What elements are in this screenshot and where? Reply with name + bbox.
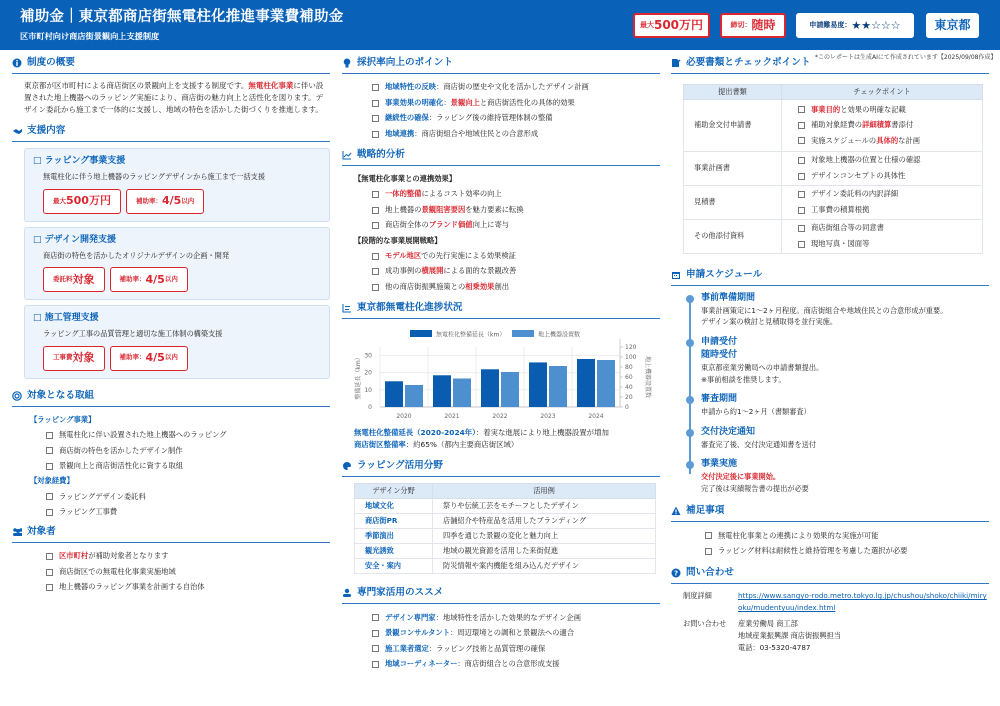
svg-text:20: 20 <box>625 393 633 401</box>
checkbox-icon[interactable] <box>46 553 53 560</box>
left-column: 制度の概要 東京都が区市町村による商店街区の景観向上を支援する制度です。無電柱化事業に伴い設置された地上機器へのラッピング実施により、商店街の魅力向上と活性化を図ります。デザイン委託から施工まで一体的に支援し、地域の特色を活かした街づくりを推進します。 支援内容 □ ラッピング事業支援 無電柱化に伴う地上機器のラッピングデザインから施工まで一括支援 最大 500万円 補助率： 4/5 以内 □ デザイン開発支援 商店街の特色を活かしたオリジナルデザインの企画・開発 委託料 対象 補助率： 4/5 以内 □ 施工管理支援 ラッピング工事の品質管理と適切な施工体制の構築支援 工事費 対象 補助率： 4/5 以内 対象となる取組 【ラッピング事業】 無電柱化に伴い設置された地上機器へのラッピング 商店街の特色を活かしたデザイン制作 景観向上と商店街活性化に資する取組 【対象経費】 ラッピングデザイン委託料 ラッピング工事費 対象者 区市町村が補助対象者となります 商店街区での無電柱化事業実施地域 地上機器のラッピング事業を計画する自治体 <box>12 54 330 596</box>
checkbox-icon[interactable] <box>372 661 379 668</box>
table-row: 商店街PR 店舗紹介や特産品を活用したブランディング <box>355 514 656 529</box>
list-item: 無電柱化に伴い設置された地上機器へのラッピング <box>46 428 330 444</box>
progress-heading: 東京都無電柱化進捗状況 <box>342 299 660 319</box>
warning-icon <box>671 506 681 516</box>
amount-pill: 最大 500万円 <box>43 189 121 214</box>
svg-text:2021: 2021 <box>444 412 460 420</box>
svg-text:40: 40 <box>625 383 633 391</box>
svg-text:20: 20 <box>364 369 372 377</box>
svg-text:120: 120 <box>625 343 637 351</box>
list-item: 事業効果の明確化：景観向上と商店街活性化の具体的効果 <box>372 95 660 111</box>
checkbox-icon[interactable] <box>46 432 53 439</box>
rate-pill: 補助率： 4/5 以内 <box>110 346 188 371</box>
list-item: 地域特性の反映：商店街の歴史や文化を活かしたデザイン計画 <box>372 80 660 96</box>
targets-heading: 対象となる取組 <box>12 387 330 407</box>
list-item: 区市町村が補助対象者となります <box>46 549 330 565</box>
timeline-step: 事業実施 交付決定後に事業開始。 完了後は実績報告書の提出が必要 <box>701 458 989 494</box>
target-icon <box>12 391 22 401</box>
svg-text:無電柱化整備延長（km）: 無電柱化整備延長（km） <box>436 331 506 339</box>
difficulty-badge: 申請難易度： ★★☆☆☆ <box>796 13 914 38</box>
svg-text:0: 0 <box>625 403 629 411</box>
checkbox-icon[interactable] <box>798 191 805 198</box>
support-heading: 支援内容 <box>12 122 330 142</box>
svg-text:2024: 2024 <box>588 412 604 420</box>
fee-pill: 委託料 対象 <box>43 267 105 292</box>
region-badge: 東京都 <box>926 13 979 38</box>
list-item: 施工業者選定：ラッピング技術と品質管理の確保 <box>372 641 660 657</box>
bar-chart-svg <box>342 325 660 425</box>
table-row: 季節演出 四季を通じた景観の変化と魅力向上 <box>355 529 656 544</box>
svg-text:60: 60 <box>625 373 633 381</box>
table-row: 観光誘致 地域の観光資源を活用した来街促進 <box>355 544 656 559</box>
checkbox-icon[interactable] <box>372 645 379 652</box>
list-item: 地上機器の景観阻害要因を魅力要素に転換 <box>372 202 660 218</box>
checkbox-icon[interactable] <box>46 584 53 591</box>
checkbox-icon[interactable] <box>798 137 805 144</box>
checkbox-icon[interactable] <box>46 493 53 500</box>
svg-text:2023: 2023 <box>540 412 556 420</box>
checkbox-icon[interactable] <box>798 173 805 180</box>
svg-text:30: 30 <box>364 352 372 360</box>
middle-column: 採択率向上のポイント 地域特性の反映：商店街の歴史や文化を活かしたデザイン計画 事業効果の明確化：景観向上と商店街活性化の具体的効果 継続性の確保：ラッピング後の維持管理体制の整備 地域連携：商店街組合や地域住民との合意形成 戦略的分析 【無電柱化事業との連携効果】 一体的整備によるコスト効率の向上 地上機器の景観阻害要因を魅力要素に転換 商店街全体のブランド価値向上に寄与 【段階的な事業展開戦略】 モデル地区での先行実施による効果検証 成功事例の横展開による面的な景観改善 他の商店街振興施策との相乗効果創出 東京都無電柱化進捗状況 無電柱化整備延長（km） 地上機器設置数 0 10 20 30 0 20 40 60 80 100 120 2020 2021 2022 2023 2024 整備延長（km） 地上機器設置数 無電柱化整備延長（2020-2024年）：着実な進展により地上機器設置が増加 商店街区整備率：約65%（都内主要商店街区域） ラッピング活用分野 デザイン分野 活用例 地域文化 祭りや伝統工芸をモチーフとしたデザイン 商店街PR 店舗紹介や特産品を活用したブランディング 季節演出 四季を通じた景観の変化と魅力向上 観光誘致 地域の観光資源を活用した来街促進 安全・案内 防災情報や案内機能を組み込んだデザイン 専門家活用のススメ デザイン専門家：地域特性を活かした効果的なデザイン企画 景観コンサルタント：周辺環境との調和と景観法への適合 施工業者選定：ラッピング技術と品質管理の確保 地域コーディネーター：商店街組合との合意形成支援 <box>342 54 660 672</box>
checkbox-icon[interactable] <box>372 630 379 637</box>
checkbox-icon[interactable] <box>372 614 379 621</box>
table-row: 見積書 デザイン委託料の内訳詳細 工事費の積算根拠 <box>684 185 983 219</box>
overview-text: 東京都が区市町村による商店街区の景観向上を支援する制度です。無電柱化事業に伴い設置された地上機器へのラッピング実施により、商店街の魅力向上と活性化を図ります。デザイン委託から施工まで一体的に支援し、地域の特色を活かした街づくりを推進します。 <box>24 80 324 115</box>
eligible-heading: 対象者 <box>12 523 330 543</box>
rate-pill: 補助率： 4/5 以内 <box>110 267 188 292</box>
checkbox-icon[interactable] <box>372 131 379 138</box>
bar-chart-icon <box>342 303 352 313</box>
list-item: 無電柱化事業との連携により効果的な実施が可能 <box>705 528 989 544</box>
docs-table: 提出書類 チェックポイント 補助金交付申請書 事業目的と効果の明確な記載 補助対象経費の詳細積算書添付 実施スケジュールの具体的な計画 事業計画書 対象地上機器の位置と仕様の確認 デザインコンセプトの具体性 見積書 デザイン委託料の内訳詳細 工事費の積算根拠 その他添付資料 商店街組合等の同意書 現地写真・図面等 <box>683 84 983 254</box>
checkbox-icon[interactable] <box>46 569 53 576</box>
difficulty-stars: ★★☆☆☆ <box>851 18 901 32</box>
list-item: 継続性の確保：ラッピング後の維持管理体制の整備 <box>372 111 660 127</box>
ai-generated-note: *このレポートは生成AIにて作成されています【2025/09/08作成】 <box>815 54 997 61</box>
svg-text:10: 10 <box>364 386 372 394</box>
timeline-step: 交付決定通知 審査完了後、交付決定通知書を送付 <box>701 426 989 451</box>
handshake-icon <box>12 126 22 136</box>
points-heading: 採択率向上のポイント <box>342 54 660 74</box>
docs-heading: 必要書類とチェックポイント <box>671 54 811 73</box>
cost-pill: 工事費 対象 <box>43 346 105 371</box>
svg-text:地上機器設置数: 地上機器設置数 <box>538 331 581 339</box>
lightbulb-icon <box>342 58 352 68</box>
max-amount-badge: 最大 500万円 <box>633 13 710 38</box>
users-icon <box>12 527 22 537</box>
timeline-step: 審査期間 申請から約1〜2ヶ月（書類審査） <box>701 393 989 418</box>
checkbox-icon[interactable] <box>798 122 805 129</box>
svg-text:2022: 2022 <box>492 412 508 420</box>
checkbox-icon[interactable] <box>372 100 379 107</box>
phone-number: 電話：03-5320-4787 <box>738 642 811 652</box>
person-icon <box>342 588 352 598</box>
checkbox-icon[interactable] <box>372 191 379 198</box>
svg-text:地上機器設置数: 地上機器設置数 <box>644 355 651 398</box>
notes-heading: 補足事項 <box>671 502 989 522</box>
svg-text:整備延長（km）: 整備延長（km） <box>355 354 362 400</box>
checkbox-icon[interactable] <box>372 207 379 214</box>
checkbox-icon[interactable] <box>798 225 805 232</box>
calendar-icon <box>671 270 681 280</box>
list-item: モデル地区での先行実施による効果検証 <box>372 248 660 264</box>
checkbox-icon[interactable] <box>372 253 379 260</box>
detail-link[interactable]: https://www.sangyo-rodo.metro.tokyo.lg.jp/chushou/shoko/chiiki/miry <box>738 591 987 601</box>
usage-heading: ラッピング活用分野 <box>342 457 660 477</box>
checkbox-icon[interactable] <box>798 241 805 248</box>
rate-pill: 補助率： 4/5 以内 <box>126 189 204 214</box>
svg-text:2020: 2020 <box>396 412 412 420</box>
support-card: □ ラッピング事業支援 無電柱化に伴う地上機器のラッピングデザインから施工まで一括支援 最大 500万円 補助率： 4/5 以内 <box>24 148 330 221</box>
list-item: 他の商店街振興施策との相乗効果創出 <box>372 279 660 295</box>
checkbox-icon[interactable] <box>705 532 712 539</box>
checkbox-icon[interactable] <box>372 284 379 291</box>
schedule-timeline <box>685 292 989 494</box>
experts-heading: 専門家活用のススメ <box>342 584 660 604</box>
strategy-heading: 戦略的分析 <box>342 146 660 166</box>
chart-caption: 無電柱化整備延長（2020-2024年）：着実な進展により地上機器設置が増加 商店街区整備率：約65%（都内主要商店街区域） <box>354 427 609 449</box>
checkbox-icon[interactable] <box>372 84 379 91</box>
list-item: 成功事例の横展開による面的な景観改善 <box>372 264 660 280</box>
svg-text:80: 80 <box>625 363 633 371</box>
document-icon <box>671 58 681 68</box>
usage-table: デザイン分野 活用例 地域文化 祭りや伝統工芸をモチーフとしたデザイン 商店街PR 店舗紹介や特産品を活用したブランディング 季節演出 四季を通じた景観の変化と魅力向上 観光誘致 地域の観光資源を活用した来街促進 安全・案内 防災情報や案内機能を組み込んだデザイン <box>354 483 656 574</box>
list-item: 商店街の特色を活かしたデザイン制作 <box>46 443 330 459</box>
timeline-step: 事前準備期間 事業計画策定に1〜2ヶ月程度。商店街組合や地域住民との合意形成が重要。 デザイン案の検討と見積取得を並行実施。 <box>701 292 989 328</box>
list-item: 地域コーディネーター：商店街組合との合意形成支援 <box>372 657 660 673</box>
contact-block: 制度詳細 https://www.sangyo-rodo.metro.tokyo.lg.jp/chushou/shoko/chiiki/miry oku/mudentyuu/index.html お問い合わせ 産業労働局 商工部 地域産業振興課 商店街振興担当 電話：03-5320-4787 <box>671 590 989 654</box>
progress-chart <box>342 325 660 425</box>
schedule-heading: 申請スケジュール <box>671 266 989 286</box>
list-item: ラッピング工事費 <box>46 505 330 521</box>
table-row: 補助金交付申請書 事業目的と効果の明確な記載 補助対象経費の詳細積算書添付 実施スケジュールの具体的な計画 <box>684 99 983 151</box>
list-item: 景観コンサルタント：周辺環境との調和と景観法への適合 <box>372 626 660 642</box>
svg-text:?: ? <box>673 569 679 578</box>
timeline-step: 申請受付 随時受付 東京都産業労働局への申請書類提出。 ※事前相談を推奨します。 <box>701 336 989 385</box>
checkbox-icon[interactable] <box>798 157 805 164</box>
list-item: デザイン専門家：地域特性を活かした効果的なデザイン企画 <box>372 610 660 626</box>
page-subtitle: 区市町村向け商店街景観向上支援制度 <box>20 31 160 41</box>
deadline-badge: 締切： 随時 <box>720 13 786 38</box>
checkbox-icon[interactable] <box>46 463 53 470</box>
support-card: □ デザイン開発支援 商店街の特色を活かしたオリジナルデザインの企画・開発 委託料 対象 補助率： 4/5 以内 <box>24 227 330 300</box>
page-title: 補助金｜東京都商店街無電柱化推進事業費補助金 <box>20 9 344 25</box>
list-item: 一体的整備によるコスト効率の向上 <box>372 187 660 203</box>
checkbox-icon[interactable] <box>372 222 379 229</box>
palette-icon <box>342 461 352 471</box>
right-column <box>671 54 989 654</box>
list-item: ラッピングデザイン委託料 <box>46 489 330 505</box>
table-row: 安全・案内 防災情報や案内機能を組み込んだデザイン <box>355 559 656 574</box>
checkbox-icon[interactable] <box>705 548 712 555</box>
list-item: 商店街全体のブランド価値向上に寄与 <box>372 218 660 234</box>
contact-heading: ? 問い合わせ <box>671 564 989 584</box>
checkbox-icon[interactable] <box>798 106 805 113</box>
table-row: 事業計画書 対象地上機器の位置と仕様の確認 デザインコンセプトの具体性 <box>684 151 983 185</box>
list-item: ラッピング材料は耐候性と維持管理を考慮した選択が必要 <box>705 544 989 560</box>
detail-link[interactable]: oku/mudentyuu/index.html <box>738 603 836 613</box>
checkbox-icon[interactable] <box>46 447 53 454</box>
line-chart-icon <box>342 150 352 160</box>
question-icon <box>671 568 681 578</box>
svg-text:100: 100 <box>625 353 637 361</box>
checkbox-icon[interactable] <box>372 268 379 275</box>
checkbox-icon[interactable] <box>798 207 805 214</box>
svg-text:0: 0 <box>368 403 372 411</box>
support-card: □ 施工管理支援 ラッピング工事の品質管理と適切な施工体制の構築支援 工事費 対象 補助率： 4/5 以内 <box>24 305 330 378</box>
list-item: 地上機器のラッピング事業を計画する自治体 <box>46 580 330 596</box>
overview-heading: 制度の概要 <box>12 54 330 74</box>
page-header <box>0 0 1000 50</box>
list-item: 商店街区での無電柱化事業実施地域 <box>46 565 330 581</box>
checkbox-icon[interactable] <box>372 115 379 122</box>
table-row: その他添付資料 商店街組合等の同意書 現地写真・図面等 <box>684 219 983 253</box>
list-item: 景観向上と商店街活性化に資する取組 <box>46 459 330 475</box>
list-item: 地域連携：商店街組合や地域住民との合意形成 <box>372 126 660 142</box>
info-icon <box>12 58 22 68</box>
checkbox-icon[interactable] <box>46 509 53 516</box>
table-row: 地域文化 祭りや伝統工芸をモチーフとしたデザイン <box>355 499 656 514</box>
